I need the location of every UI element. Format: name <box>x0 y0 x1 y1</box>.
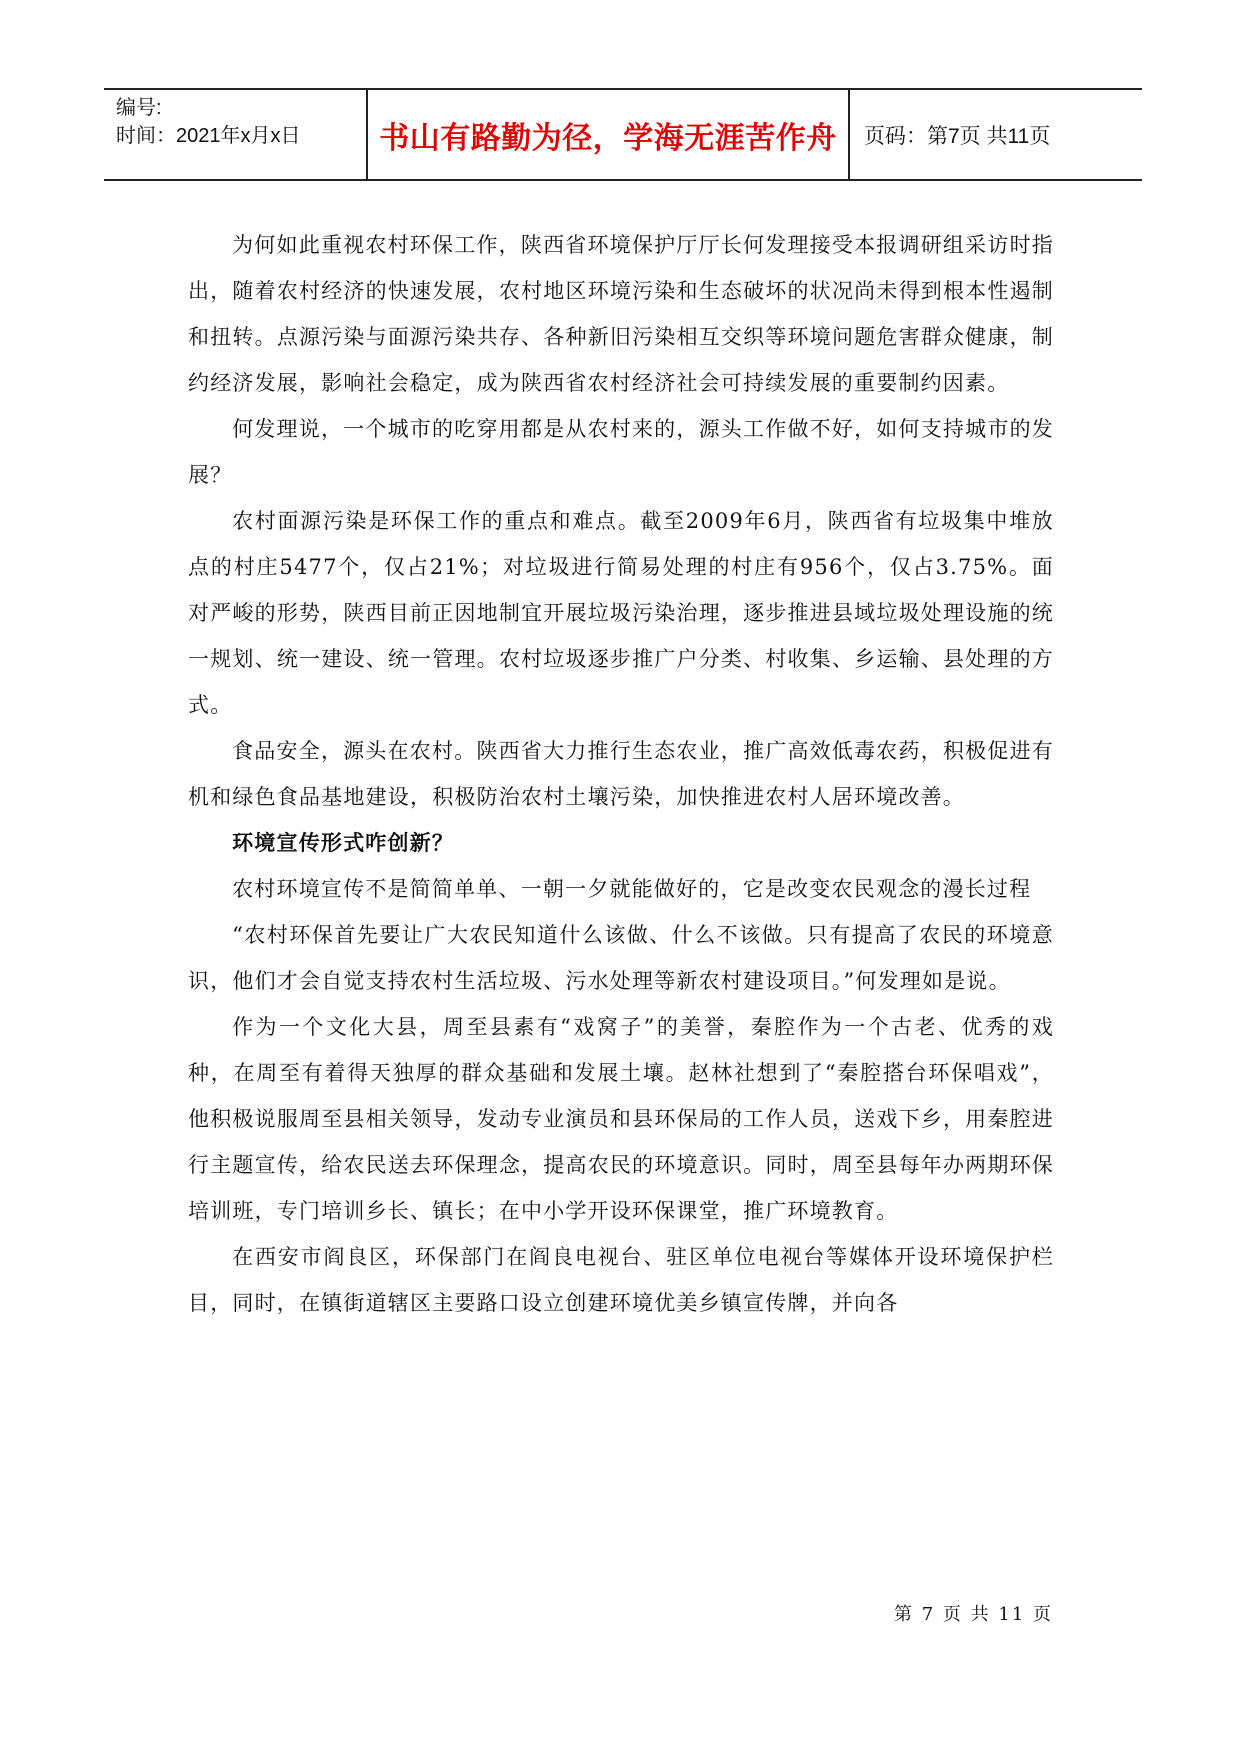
body-paragraph: “农村环保首先要让广大农民知道什么该做、什么不该做。只有提高了农民的环境意识，他们才会自觉支持农村生活垃圾、污水处理等新农村建设项目。”何发理如是说。 <box>188 923 1054 993</box>
page-footer: 第 7 页 共 11 页 <box>894 1604 1053 1625</box>
body-paragraph: 农村环境宣传不是简简单单、一朝一夕就能做好的，它是改变农民观念的漫长过程 <box>232 877 1032 901</box>
header-divider <box>848 90 850 179</box>
body-paragraph: 作为一个文化大县，周至县素有“戏窝子”的美誉，秦腔作为一个古老、优秀的戏种，在周至有着得天独厚的群众基础和发展土壤。赵林社想到了“秦腔搭台环保唱戏”，他积极说服周至县相关领导，发动专业演员和县环保局的工作人员，送戏下乡，用秦腔进行主题宣传，给农民送去环保理念，提高农民的环境意识。同时，周至县每年办两期环保培训班，专门培训乡长、镇长；在中小学开设环保课堂，推广环境教育。 <box>188 1015 1054 1223</box>
header-page-info: 页码：第7页 共11页 <box>864 124 1051 148</box>
document-number-label: 编号: <box>116 97 162 119</box>
document-time-label: 时间：2021年x月x日 <box>116 125 301 147</box>
section-heading: 环境宣传形式咋创新？ <box>232 831 455 855</box>
body-paragraph: 何发理说，一个城市的吃穿用都是从农村来的，源头工作做不好，如何支持城市的发展？ <box>188 417 1054 487</box>
header-motto: 书山有路勤为径，学海无涯苦作舟 <box>379 120 837 156</box>
document-body <box>188 222 1054 1326</box>
body-paragraph: 为何如此重视农村环保工作，陕西省环境保护厅厅长何发理接受本报调研组采访时指出，随着农村经济的快速发展，农村地区环境污染和生态破坏的状况尚未得到根本性遏制和扭转。点源污染与面源污染共存、各种新旧污染相互交织等环境问题危害群众健康，制约经济发展，影响社会稳定，成为陕西省农村经济社会可持续发展的重要制约因素。 <box>188 233 1054 395</box>
body-paragraph: 农村面源污染是环保工作的重点和难点。截至2009年6月，陕西省有垃圾集中堆放点的村庄5477个，仅占21%；对垃圾进行简易处理的村庄有956个，仅占3.75%。面对严峻的形势，陕西目前正因地制宜开展垃圾污染治理，逐步推进县域垃圾处理设施的统一规划、统一建设、统一管理。农村垃圾逐步推广户分类、村收集、乡运输、县处理的方式。 <box>188 509 1054 717</box>
document-header <box>104 88 1142 181</box>
header-meta <box>116 94 301 150</box>
body-paragraph: 食品安全，源头在农村。陕西省大力推行生态农业，推广高效低毒农药，积极促进有机和绿色食品基地建设，积极防治农村土壤污染，加快推进农村人居环境改善。 <box>188 739 1054 809</box>
body-paragraph: 在西安市阎良区，环保部门在阎良电视台、驻区单位电视台等媒体开设环境保护栏目，同时，在镇街道辖区主要路口设立创建环境优美乡镇宣传牌，并向各 <box>188 1245 1054 1315</box>
